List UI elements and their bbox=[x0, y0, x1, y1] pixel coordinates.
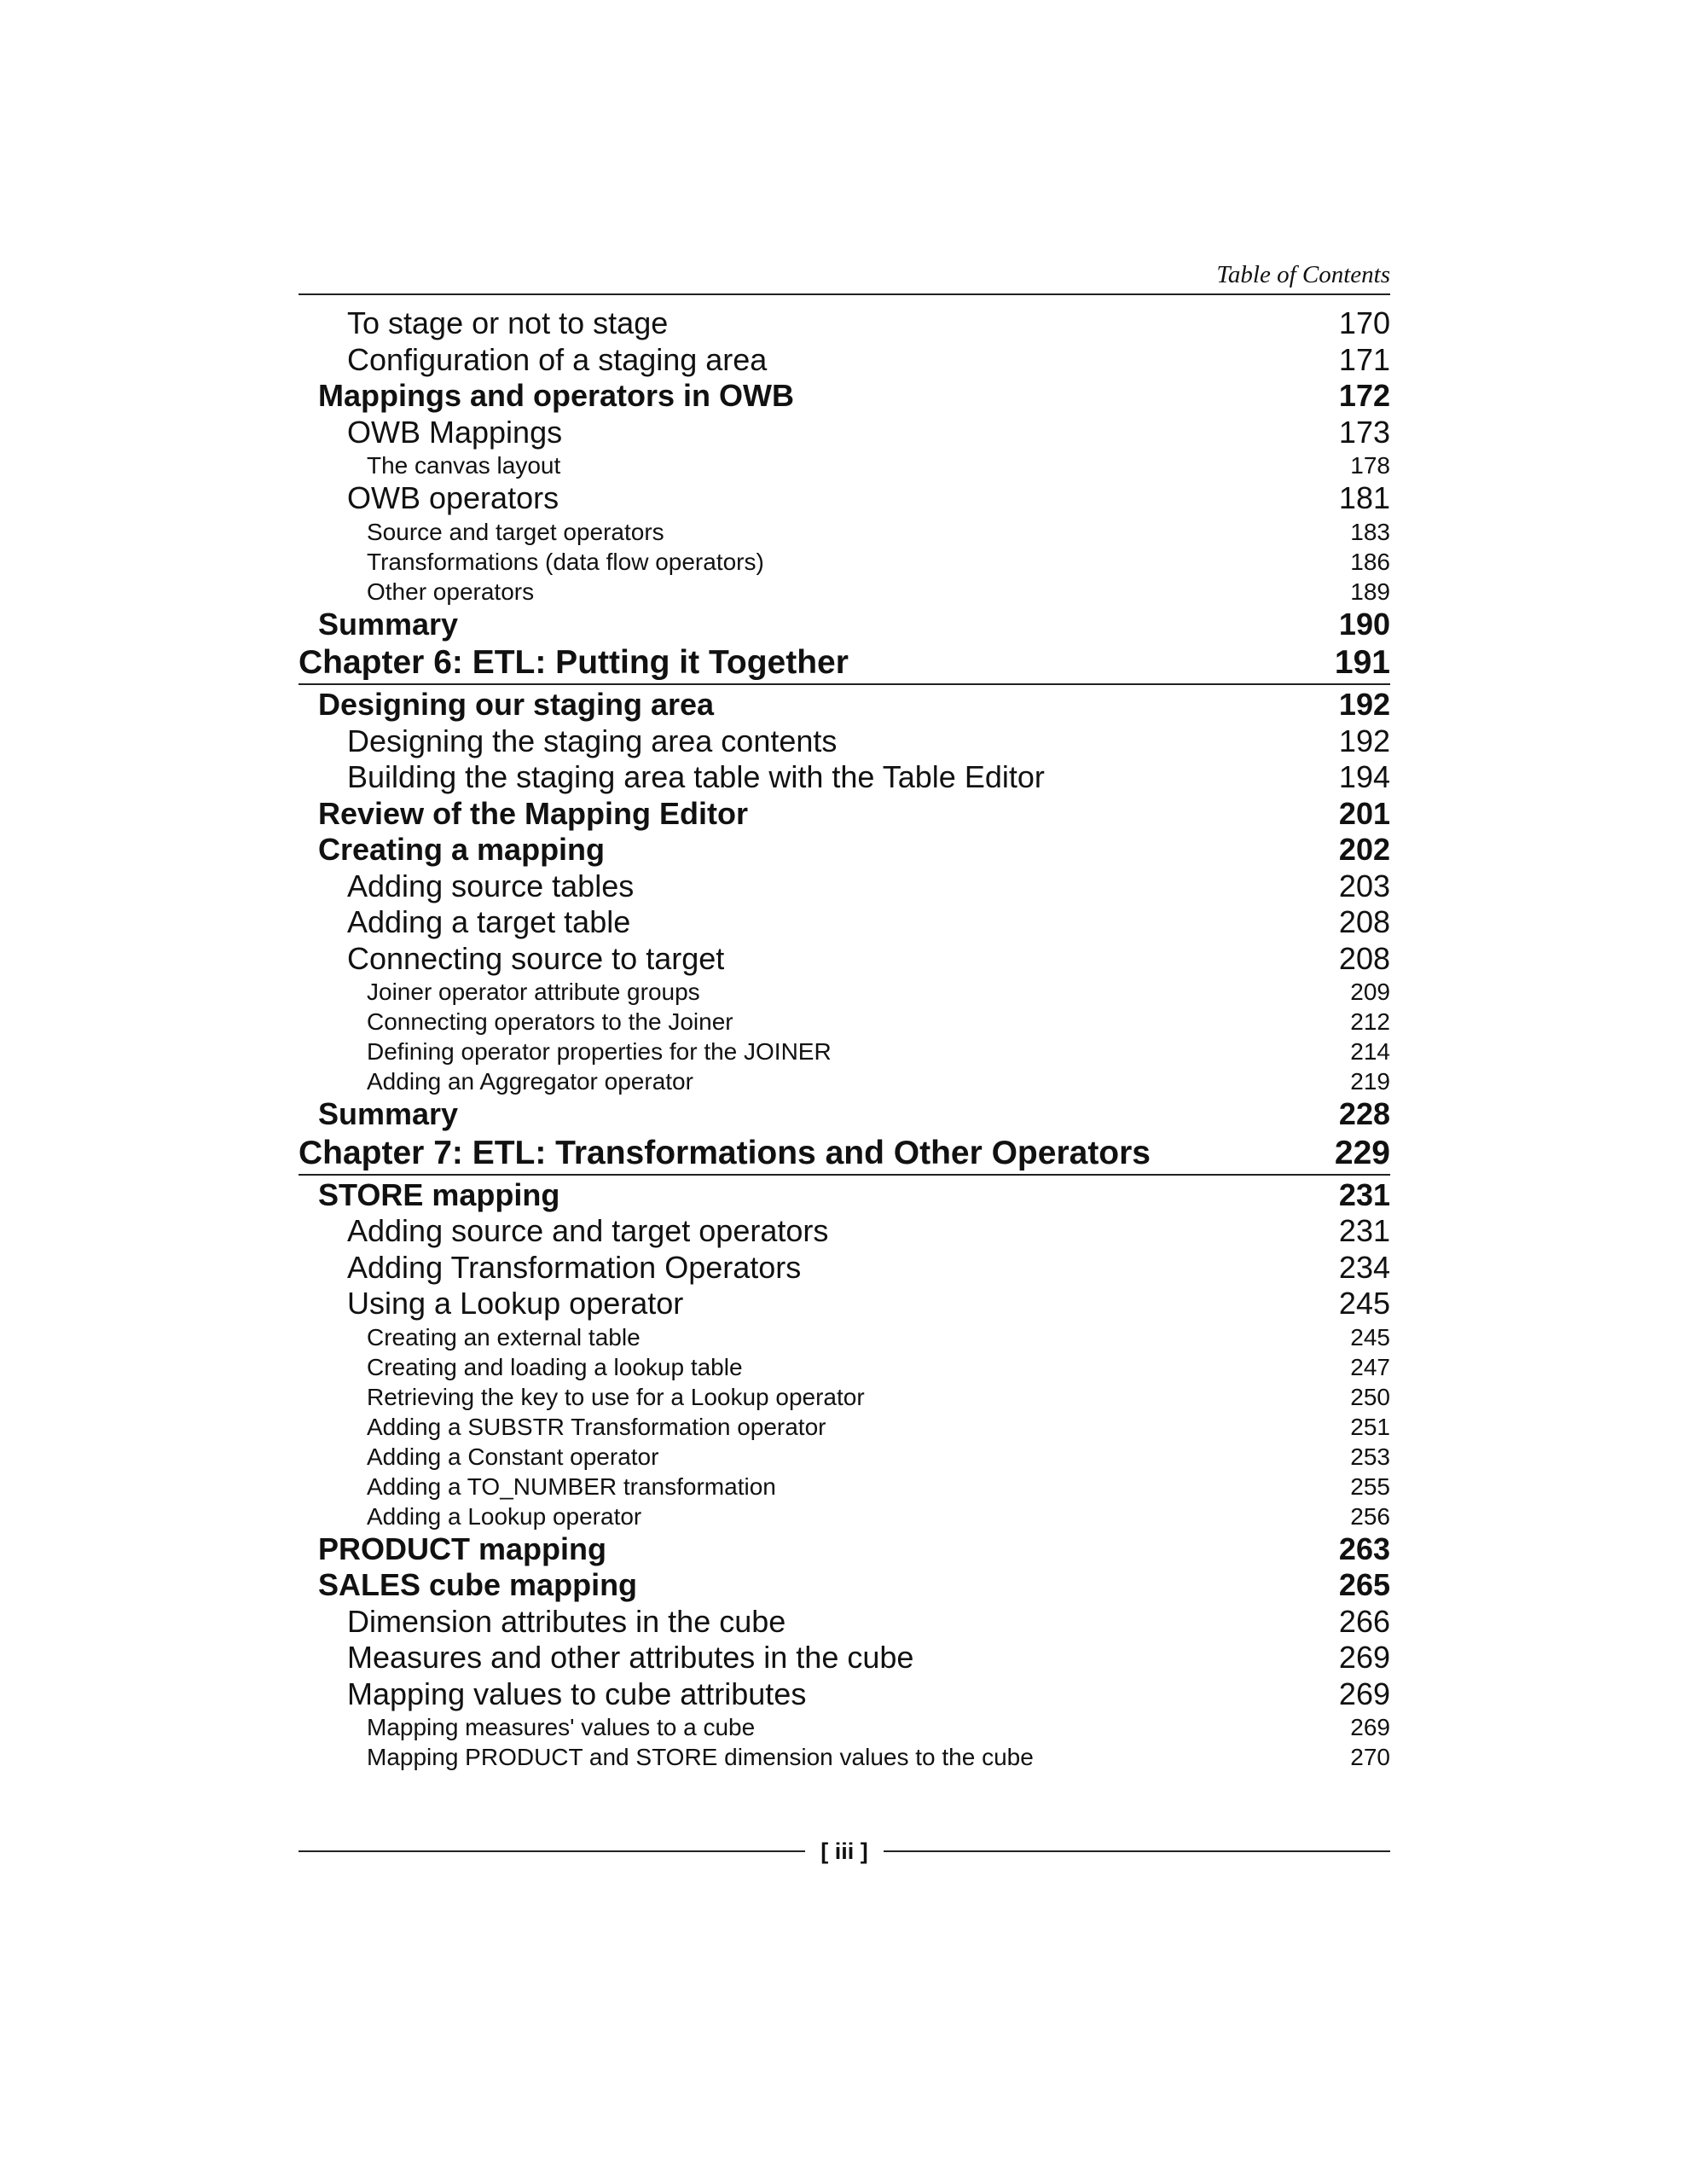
toc-entry-title: Adding source and target operators bbox=[347, 1213, 829, 1248]
toc-entry-page: 231 bbox=[1338, 1176, 1390, 1212]
toc-entry-item bbox=[299, 1322, 1390, 1352]
toc-entry-page: 245 bbox=[1338, 1286, 1390, 1321]
toc-entry-item bbox=[299, 977, 1390, 1007]
toc-entry-title: STORE mapping bbox=[318, 1176, 560, 1212]
toc-entry-title: Adding a Constant operator bbox=[367, 1443, 659, 1470]
toc-entry-title: Mapping measures' values to a cube bbox=[367, 1714, 756, 1740]
toc-entry-section bbox=[299, 687, 1390, 723]
toc-entry-subsection bbox=[299, 1286, 1390, 1322]
toc-entry-section bbox=[299, 607, 1390, 643]
toc-entry-subsection bbox=[299, 723, 1390, 760]
toc-entry-page: 202 bbox=[1338, 832, 1390, 867]
toc-entry-page: 234 bbox=[1338, 1249, 1390, 1285]
toc-entry-title: To stage or not to stage bbox=[347, 305, 669, 340]
toc-entry-page: 172 bbox=[1338, 378, 1390, 413]
running-head: Table of Contents bbox=[299, 256, 1390, 295]
toc-entry-page: 214 bbox=[1350, 1038, 1390, 1065]
toc-entry-title: OWB Mappings bbox=[347, 414, 563, 450]
toc-entry-title: Adding source tables bbox=[347, 868, 635, 903]
toc-entry-title: Source and target operators bbox=[367, 518, 664, 545]
toc-entry-chapter bbox=[299, 642, 1390, 685]
toc-entry-subsection bbox=[299, 415, 1390, 451]
toc-entry-item bbox=[299, 1712, 1390, 1742]
toc-entry-section bbox=[299, 1177, 1390, 1214]
toc-entry-title: PRODUCT mapping bbox=[318, 1531, 606, 1566]
toc-entry-page: 191 bbox=[1334, 644, 1390, 681]
toc-entry-item bbox=[299, 1352, 1390, 1382]
toc-entry-title: Dimension attributes in the cube bbox=[347, 1603, 786, 1639]
toc-entry-title: Defining operator properties for the JOINER bbox=[367, 1038, 832, 1065]
toc-entry-page: 170 bbox=[1338, 305, 1390, 340]
toc-entry-item bbox=[299, 1472, 1390, 1502]
toc-entry-subsection bbox=[299, 342, 1390, 379]
toc-entry-page: 201 bbox=[1338, 795, 1390, 831]
toc-entry-item bbox=[299, 1382, 1390, 1412]
toc-entry-page: 269 bbox=[1338, 1640, 1390, 1675]
toc-entry-subsection bbox=[299, 941, 1390, 978]
toc-entry-chapter bbox=[299, 1133, 1390, 1176]
toc-entry-page: 228 bbox=[1338, 1096, 1390, 1131]
toc-entry-title: Mapping PRODUCT and STORE dimension values to the cube bbox=[367, 1744, 1034, 1770]
toc-entry-subsection bbox=[299, 1640, 1390, 1676]
toc-entry-page: 208 bbox=[1338, 904, 1390, 939]
toc-entry-title: Mapping values to cube attributes bbox=[347, 1676, 807, 1711]
toc-entry-page: 219 bbox=[1350, 1068, 1390, 1095]
toc-entry-section bbox=[299, 378, 1390, 415]
toc-entry-title: Creating an external table bbox=[367, 1323, 641, 1350]
page-footer bbox=[299, 1834, 1390, 1868]
toc-entry-page: 251 bbox=[1350, 1413, 1390, 1440]
toc-entry-item bbox=[299, 1412, 1390, 1442]
toc-entry-title: Summary bbox=[318, 1096, 459, 1131]
toc-entry-page: 203 bbox=[1338, 868, 1390, 903]
toc-entry-subsection bbox=[299, 480, 1390, 517]
toc-entry-title: Measures and other attributes in the cube bbox=[347, 1640, 914, 1675]
toc-entry-page: 266 bbox=[1338, 1603, 1390, 1639]
toc-entry-page: 256 bbox=[1350, 1502, 1390, 1530]
toc-entry-subsection bbox=[299, 759, 1390, 796]
toc-list bbox=[299, 305, 1390, 1772]
toc-entry-title: Mappings and operators in OWB bbox=[318, 378, 795, 413]
toc-entry-title: Review of the Mapping Editor bbox=[318, 795, 749, 831]
toc-entry-page: 265 bbox=[1338, 1567, 1390, 1602]
toc-entry-title: OWB operators bbox=[347, 480, 559, 515]
toc-entry-title: Adding a Lookup operator bbox=[367, 1502, 642, 1530]
toc-entry-page: 269 bbox=[1338, 1676, 1390, 1711]
toc-entry-title: Adding an Aggregator operator bbox=[367, 1068, 693, 1095]
toc-entry-page: 245 bbox=[1350, 1323, 1390, 1350]
toc-entry-page: 183 bbox=[1350, 518, 1390, 545]
toc-entry-page: 178 bbox=[1350, 452, 1390, 479]
toc-entry-page: 189 bbox=[1350, 578, 1390, 605]
toc-entry-title: Chapter 6: ETL: Putting it Together bbox=[299, 644, 849, 681]
toc-entry-subsection bbox=[299, 1250, 1390, 1287]
toc-entry-subsection bbox=[299, 1676, 1390, 1713]
toc-entry-title: Adding a TO_NUMBER transformation bbox=[367, 1472, 776, 1500]
toc-entry-page: 250 bbox=[1350, 1383, 1390, 1410]
toc-entry-item bbox=[299, 547, 1390, 577]
toc-entry-title: Designing the staging area contents bbox=[347, 723, 838, 758]
toc-entry-title: Adding a target table bbox=[347, 904, 631, 939]
toc-entry-page: 173 bbox=[1338, 414, 1390, 450]
toc-entry-page: 192 bbox=[1338, 723, 1390, 758]
toc-entry-item bbox=[299, 1066, 1390, 1096]
toc-entry-title: Transformations (data flow operators) bbox=[367, 548, 764, 575]
toc-entry-item bbox=[299, 1742, 1390, 1772]
toc-entry-title: Creating and loading a lookup table bbox=[367, 1353, 743, 1380]
toc-entry-title: Joiner operator attribute groups bbox=[367, 979, 700, 1005]
toc-entry-page: 186 bbox=[1350, 548, 1390, 575]
toc-entry-page: 255 bbox=[1350, 1472, 1390, 1500]
toc-entry-item bbox=[299, 1502, 1390, 1531]
toc-entry-page: 209 bbox=[1350, 979, 1390, 1005]
toc-entry-page: 194 bbox=[1338, 759, 1390, 794]
toc-entry-subsection bbox=[299, 305, 1390, 342]
toc-entry-subsection bbox=[299, 904, 1390, 941]
toc-entry-title: Connecting source to target bbox=[347, 940, 725, 976]
toc-entry-page: 229 bbox=[1334, 1134, 1390, 1171]
toc-entry-page: 208 bbox=[1338, 940, 1390, 976]
toc-page bbox=[299, 256, 1390, 1772]
toc-entry-page: 269 bbox=[1350, 1714, 1390, 1740]
toc-entry-title: The canvas layout bbox=[367, 452, 561, 479]
toc-entry-page: 181 bbox=[1338, 480, 1390, 515]
toc-entry-item bbox=[299, 1007, 1390, 1037]
toc-entry-item bbox=[299, 1442, 1390, 1472]
toc-entry-page: 247 bbox=[1350, 1353, 1390, 1380]
toc-entry-subsection bbox=[299, 1213, 1390, 1250]
toc-entry-title: Adding a SUBSTR Transformation operator bbox=[367, 1413, 826, 1440]
toc-entry-item bbox=[299, 577, 1390, 607]
toc-entry-page: 171 bbox=[1338, 341, 1390, 377]
toc-entry-title: Using a Lookup operator bbox=[347, 1286, 684, 1321]
footer-rule-right bbox=[884, 1850, 1390, 1852]
toc-entry-page: 212 bbox=[1350, 1008, 1390, 1035]
toc-entry-title: Creating a mapping bbox=[318, 832, 606, 867]
toc-entry-title: SALES cube mapping bbox=[318, 1567, 638, 1602]
toc-entry-page: 253 bbox=[1350, 1443, 1390, 1470]
toc-entry-page: 231 bbox=[1338, 1213, 1390, 1248]
toc-entry-subsection bbox=[299, 1604, 1390, 1641]
toc-entry-section bbox=[299, 832, 1390, 868]
toc-entry-title: Connecting operators to the Joiner bbox=[367, 1008, 733, 1035]
toc-entry-title: Configuration of a staging area bbox=[347, 341, 768, 377]
toc-entry-section bbox=[299, 1567, 1390, 1604]
toc-entry-title: Building the staging area table with the Table Editor bbox=[347, 759, 1045, 794]
toc-entry-title: Designing our staging area bbox=[318, 687, 715, 722]
toc-entry-subsection bbox=[299, 868, 1390, 905]
toc-entry-page: 263 bbox=[1338, 1531, 1390, 1566]
toc-entry-title: Chapter 7: ETL: Transformations and Other Operators bbox=[299, 1134, 1151, 1171]
toc-entry-page: 192 bbox=[1338, 687, 1390, 722]
toc-entry-item bbox=[299, 517, 1390, 547]
toc-entry-page: 270 bbox=[1350, 1744, 1390, 1770]
toc-entry-item bbox=[299, 450, 1390, 480]
toc-entry-title: Summary bbox=[318, 606, 459, 642]
toc-entry-section bbox=[299, 796, 1390, 833]
toc-entry-item bbox=[299, 1037, 1390, 1066]
page-folio: [ iii ] bbox=[820, 1838, 868, 1864]
toc-entry-section bbox=[299, 1096, 1390, 1133]
toc-entry-title: Adding Transformation Operators bbox=[347, 1249, 802, 1285]
toc-entry-title: Other operators bbox=[367, 578, 535, 605]
toc-entry-page: 190 bbox=[1338, 606, 1390, 642]
toc-entry-section bbox=[299, 1531, 1390, 1568]
toc-entry-title: Retrieving the key to use for a Lookup operator bbox=[367, 1383, 865, 1410]
footer-rule-left bbox=[299, 1850, 805, 1852]
